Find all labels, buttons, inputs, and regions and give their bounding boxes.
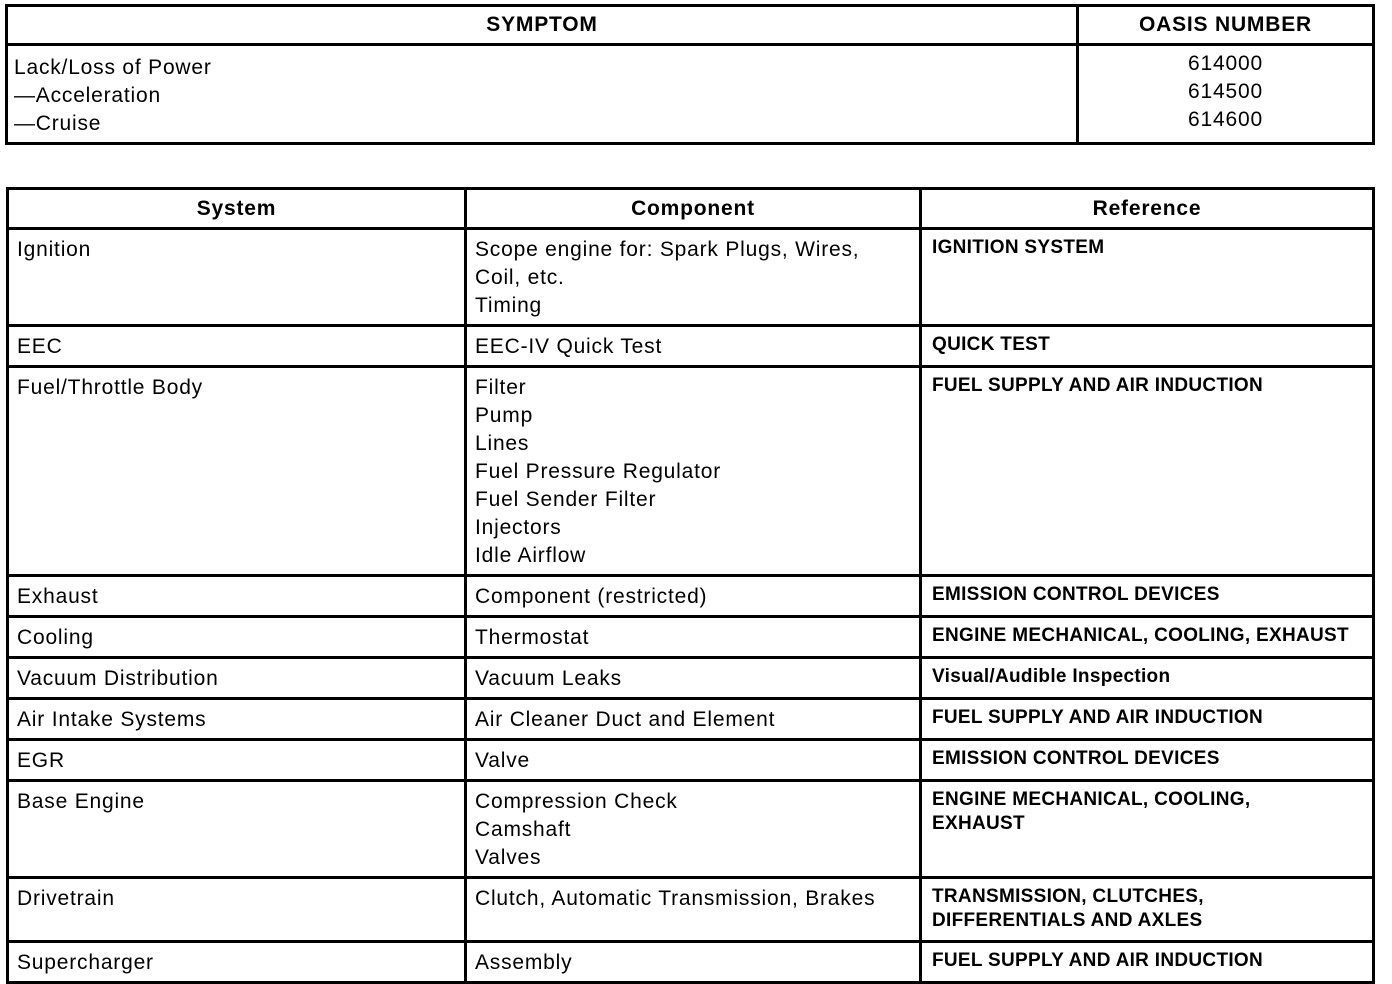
symptom-table: [5, 4, 1375, 145]
system-header: System: [8, 189, 466, 229]
component-line: Assembly: [475, 951, 573, 974]
component-line: Injectors: [475, 516, 562, 539]
system-cell: Ignition: [8, 229, 466, 326]
component-cell: [466, 576, 921, 617]
symptom-row: [7, 45, 1374, 144]
oasis-number: 614600: [1188, 108, 1263, 131]
reference-line: IGNITION SYSTEM: [932, 237, 1105, 258]
table-row: [8, 576, 1374, 617]
reference-line: FUEL SUPPLY AND AIR INDUCTION: [932, 707, 1264, 728]
system-cell: EGR: [8, 740, 466, 781]
table-row: [8, 781, 1374, 878]
oasis-number: 614000: [1188, 52, 1263, 75]
system-cell: Base Engine: [8, 781, 466, 878]
component-line: Clutch, Automatic Transmission, Brakes: [475, 887, 876, 910]
diagnosis-table: [6, 187, 1375, 984]
component-line: Pump: [475, 404, 534, 427]
component-cell: [466, 781, 921, 878]
reference-cell: [921, 229, 1374, 326]
reference-cell: [921, 658, 1374, 699]
table-row: [8, 229, 1374, 326]
symptom-header: SYMPTOM: [7, 6, 1078, 45]
reference-line: EMISSION CONTROL DEVICES: [932, 584, 1220, 605]
table-row: [8, 740, 1374, 781]
component-cell: [466, 699, 921, 740]
component-cell: [466, 942, 921, 983]
component-line: Vacuum Leaks: [475, 667, 622, 690]
component-line: EEC-IV Quick Test: [475, 335, 663, 358]
component-cell: [466, 229, 921, 326]
reference-cell: [921, 367, 1374, 576]
component-line: Valve: [475, 749, 530, 772]
reference-cell: [921, 617, 1374, 658]
component-line: Component (restricted): [475, 585, 708, 608]
system-cell: Drivetrain: [8, 878, 466, 942]
component-line: Fuel Sender Filter: [475, 488, 657, 511]
symptom-line: —Acceleration: [14, 84, 161, 107]
component-cell: [466, 326, 921, 367]
reference-line: DIFFERENTIALS AND AXLES: [932, 910, 1203, 931]
symptom-header-row: [7, 6, 1374, 45]
oasis-number-header: OASIS NUMBER: [1078, 6, 1374, 45]
component-line: Idle Airflow: [475, 544, 587, 567]
component-line: Filter: [475, 376, 527, 399]
component-cell: [466, 617, 921, 658]
reference-line: FUEL SUPPLY AND AIR INDUCTION: [932, 950, 1264, 971]
component-line: Compression Check: [475, 790, 678, 813]
oasis-number-cell: [1078, 45, 1374, 144]
oasis-number: 614500: [1188, 80, 1263, 103]
reference-line: FUEL SUPPLY AND AIR INDUCTION: [932, 375, 1264, 396]
table-row: [8, 658, 1374, 699]
symptom-line: Lack/Loss of Power: [14, 56, 212, 79]
reference-cell: [921, 326, 1374, 367]
component-line: Coil, etc.: [475, 266, 565, 289]
reference-cell: [921, 740, 1374, 781]
system-cell: Fuel/Throttle Body: [8, 367, 466, 576]
component-cell: [466, 658, 921, 699]
component-header: Component: [466, 189, 921, 229]
table-row: [8, 617, 1374, 658]
reference-line: EMISSION CONTROL DEVICES: [932, 748, 1220, 769]
table-row: [8, 367, 1374, 576]
symptom-line: —Cruise: [14, 112, 102, 135]
component-line: Thermostat: [475, 626, 590, 649]
table-row: [8, 878, 1374, 942]
reference-cell: [921, 781, 1374, 878]
reference-line: QUICK TEST: [932, 334, 1051, 355]
component-cell: [466, 878, 921, 942]
component-cell: [466, 367, 921, 576]
reference-line: ENGINE MECHANICAL, COOLING, EXHAUST: [932, 625, 1349, 646]
reference-line: EXHAUST: [932, 813, 1025, 834]
reference-line: TRANSMISSION, CLUTCHES,: [932, 886, 1204, 907]
system-cell: Supercharger: [8, 942, 466, 983]
reference-cell: [921, 576, 1374, 617]
reference-header: Reference: [921, 189, 1374, 229]
component-cell: [466, 740, 921, 781]
system-cell: Vacuum Distribution: [8, 658, 466, 699]
component-line: Scope engine for: Spark Plugs, Wires,: [475, 238, 860, 261]
reference-cell: [921, 699, 1374, 740]
system-cell: Exhaust: [8, 576, 466, 617]
reference-line: ENGINE MECHANICAL, COOLING,: [932, 789, 1251, 810]
reference-cell: [921, 878, 1374, 942]
component-line: Camshaft: [475, 818, 572, 841]
reference-line: Visual/Audible Inspection: [932, 666, 1171, 687]
system-cell: Cooling: [8, 617, 466, 658]
symptom-cell: [7, 45, 1078, 144]
component-line: Fuel Pressure Regulator: [475, 460, 722, 483]
system-cell: EEC: [8, 326, 466, 367]
component-line: Lines: [475, 432, 530, 455]
component-line: Air Cleaner Duct and Element: [475, 708, 776, 731]
table-row: [8, 942, 1374, 983]
table-row: [8, 326, 1374, 367]
table-row: [8, 699, 1374, 740]
component-line: Valves: [475, 846, 542, 869]
system-cell: Air Intake Systems: [8, 699, 466, 740]
diagnosis-header-row: [8, 189, 1374, 229]
reference-cell: [921, 942, 1374, 983]
component-line: Timing: [475, 294, 543, 317]
